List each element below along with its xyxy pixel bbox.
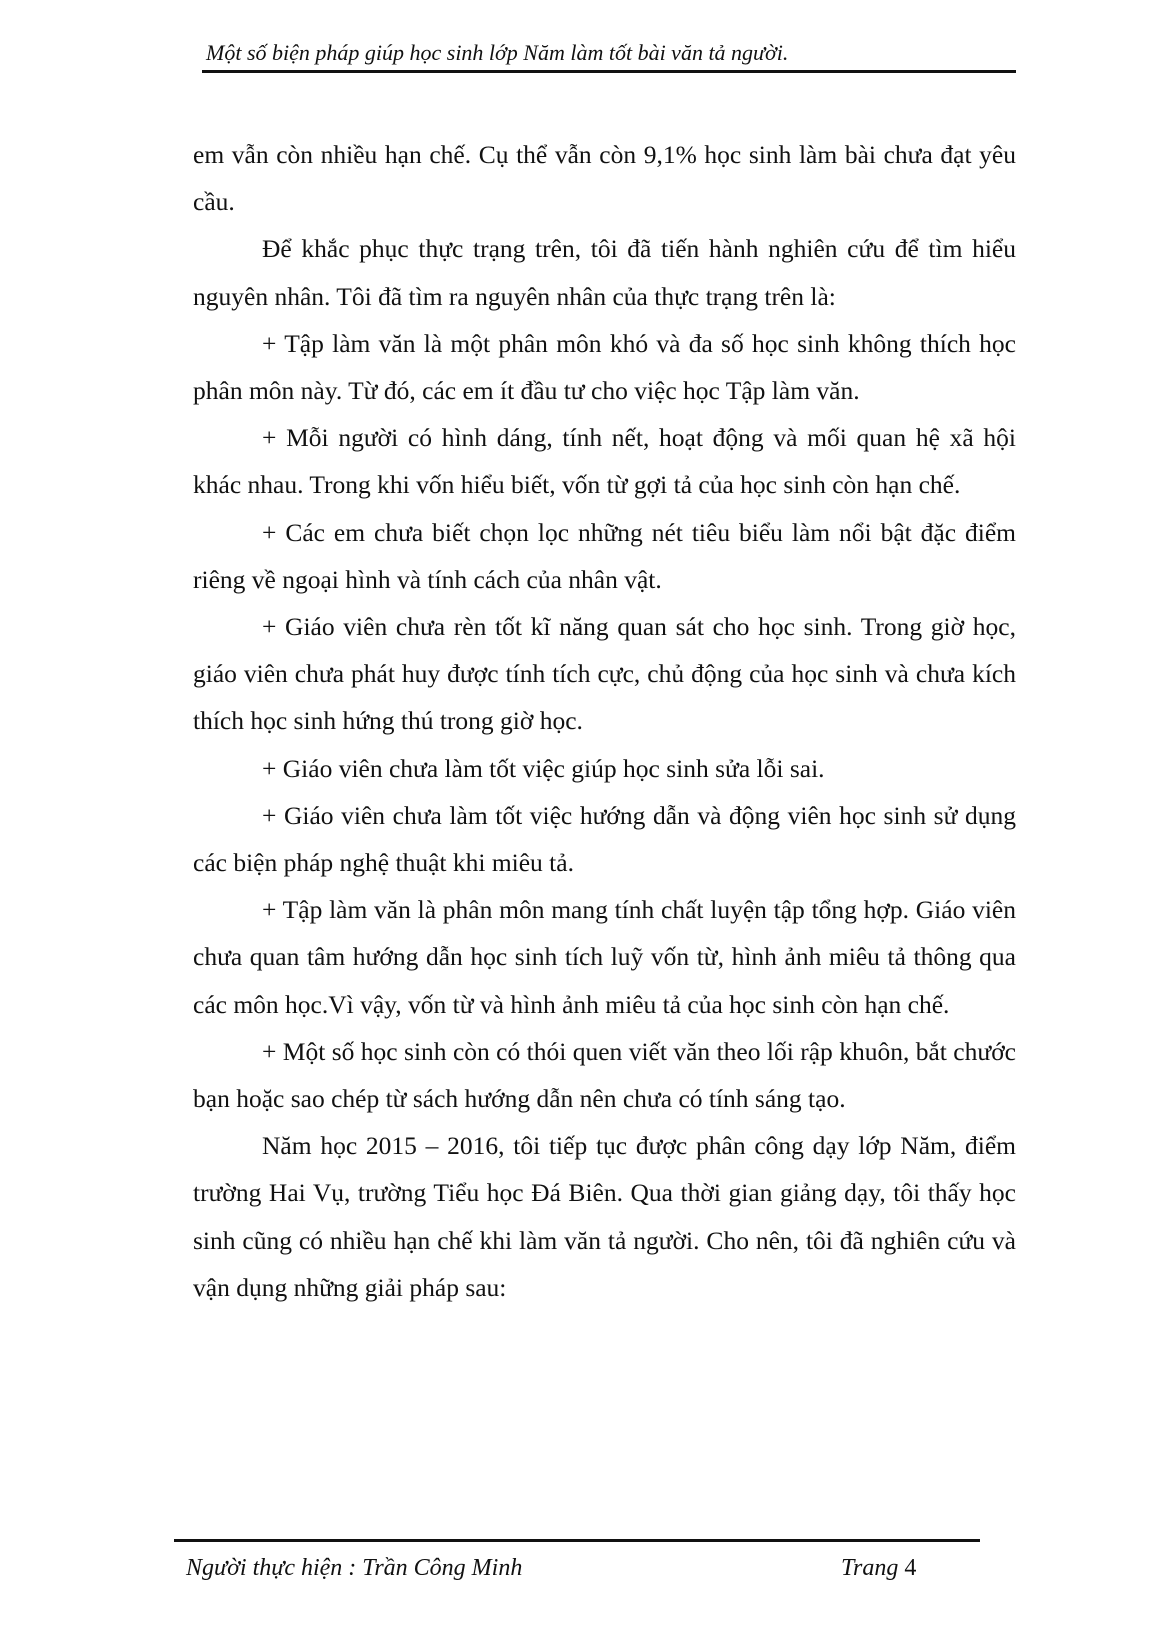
paragraph: + Mỗi người có hình dáng, tính nết, hoạt động và mối quan hệ xã hội khác nhau. Trong khi vốn hiểu biết, vốn từ gợi tả của học sinh còn hạn chế. (193, 423, 1016, 500)
paragraph: + Một số học sinh còn có thói quen viết văn theo lối rập khuôn, bắt chước bạn hoặc sao chép từ sách hướng dẫn nên chưa có tính sáng tạo. (193, 1036, 1016, 1114)
paragraph: + Tập làm văn là một phân môn khó và đa số học sinh không thích học phân môn này. Từ đó, các em ít đầu tư cho việc học Tập làm văn. (193, 328, 1016, 406)
page-label: Trang (841, 1555, 899, 1581)
paragraph: + Các em chưa biết chọn lọc những nét tiêu biểu làm nổi bật đặc điểm riêng về ngoại hình và tính cách của nhân vật. (193, 517, 1016, 594)
paragraph: + Giáo viên chưa làm tốt việc hướng dẫn và động viên học sinh sử dụng các biện pháp nghệ thuật khi miêu tả. (193, 800, 1016, 878)
page-header (202, 36, 1016, 73)
paragraph: Năm học 2015 – 2016, tôi tiếp tục được phân công dạy lớp Năm, điểm trường Hai Vụ, trường Tiểu học Đá Biên. Qua thời gian giảng dạy, tôi thấy học sinh cũng có nhiều hạn chế khi làm văn tả người. Cho nên, tôi đã nghiên cứu và vận dụng những giải pháp sau: (193, 1131, 1016, 1302)
page-number: 4 (904, 1555, 917, 1581)
header-title: Một số biện pháp giúp học sinh lớp Năm làm tốt bài văn tả người. (206, 40, 789, 65)
document-body (193, 131, 1016, 1311)
paragraph: + Giáo viên chưa làm tốt việc giúp học sinh sửa lỗi sai. (262, 753, 825, 783)
paragraph: Để khắc phục thực trạng trên, tôi đã tiến hành nghiên cứu để tìm hiểu nguyên nhân. Tôi đã tìm ra nguyên nhân của thực trạng trên là: (193, 234, 1016, 311)
paragraph: + Tập làm văn là phân môn mang tính chất luyện tập tổng hợp. Giáo viên chưa quan tâm hướng dẫn học sinh tích luỹ vốn từ, hình ảnh miêu tả thông qua các môn học.Vì vậy, vốn từ và hình ảnh miêu tả của học sinh còn hạn chế. (193, 895, 1016, 1019)
footer-author: Người thực hiện : Trần Công Minh (186, 1555, 523, 1581)
paragraph: em vẫn còn nhiều hạn chế. Cụ thể vẫn còn 9,1% học sinh làm bài chưa đạt yêu cầu. (193, 140, 1016, 217)
paragraph: + Giáo viên chưa rèn tốt kĩ năng quan sát cho học sinh. Trong giờ học, giáo viên chưa phát huy được tính tích cực, chủ động của học sinh và chưa kích thích học sinh hứng thú trong giờ học. (193, 612, 1016, 736)
footer-page-number (841, 1555, 916, 1582)
footer-divider (174, 1539, 980, 1542)
